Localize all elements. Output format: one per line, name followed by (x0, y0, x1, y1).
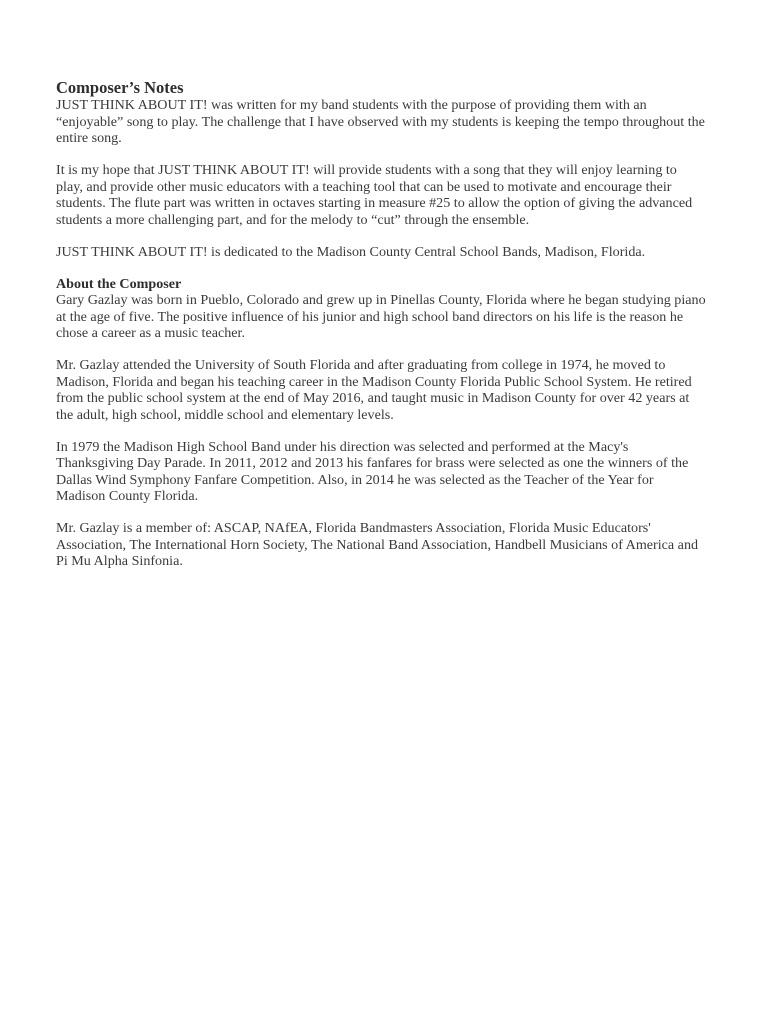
document-page (56, 78, 706, 585)
composers-notes-paragraph-2: It is my hope that JUST THINK ABOUT IT! will provide students with a song that they will enjoy learning to play, and provide other music educators with a teaching tool that can be used to motivate and encourage their students. The flute part was written in octaves starting in measure #25 to allow the option of giving the advanced students a more challenging part, and for the melody to “cut” through the ensemble. (56, 162, 693, 228)
composers-notes-heading: Composer’s Notes (56, 78, 184, 97)
about-composer-paragraph-2: Mr. Gazlay attended the University of South Florida and after graduating from college in 1974, he moved to Madison, Florida and began his teaching career in the Madison County Florida Public School System. He retired from the public school system at the end of May 2016, and taught music in Madison County for over 42 years at the adult, high school, middle school and elementary levels. (56, 357, 692, 423)
composers-notes-paragraph-1: JUST THINK ABOUT IT! was written for my band students with the purpose of providing them with an “enjoyable” song to play. The challenge that I have observed with my students is keeping the tempo throughout the entire song. (56, 97, 705, 146)
composers-notes-paragraph-3: JUST THINK ABOUT IT! is dedicated to the Madison County Central School Bands, Madison, Florida. (56, 243, 646, 260)
about-composer-paragraph-3: In 1979 the Madison High School Band under his direction was selected and performed at the Macy's Thanksgiving Day Parade. In 2011, 2012 and 2013 his fanfares for brass were selected as one the winners of the Dallas Wind Symphony Fanfare Competition. Also, in 2014 he was selected as the Teacher of the Year for Madison County Florida. (56, 438, 689, 504)
about-composer-paragraph-4: Mr. Gazlay is a member of: ASCAP, NAfEA, Florida Bandmasters Association, Florida Music Educators' Association, The International Horn Society, The National Band Association, Handbell Musicians of America and Pi Mu Alpha Sinfonia. (56, 520, 699, 569)
about-composer-paragraph-1: Gary Gazlay was born in Pueblo, Colorado and grew up in Pinellas County, Florida where he began studying piano at the age of five. The positive influence of his junior and high school band directors on his life is the reason he chose a career as a music teacher. (56, 292, 706, 341)
about-composer-heading: About the Composer (56, 275, 182, 292)
